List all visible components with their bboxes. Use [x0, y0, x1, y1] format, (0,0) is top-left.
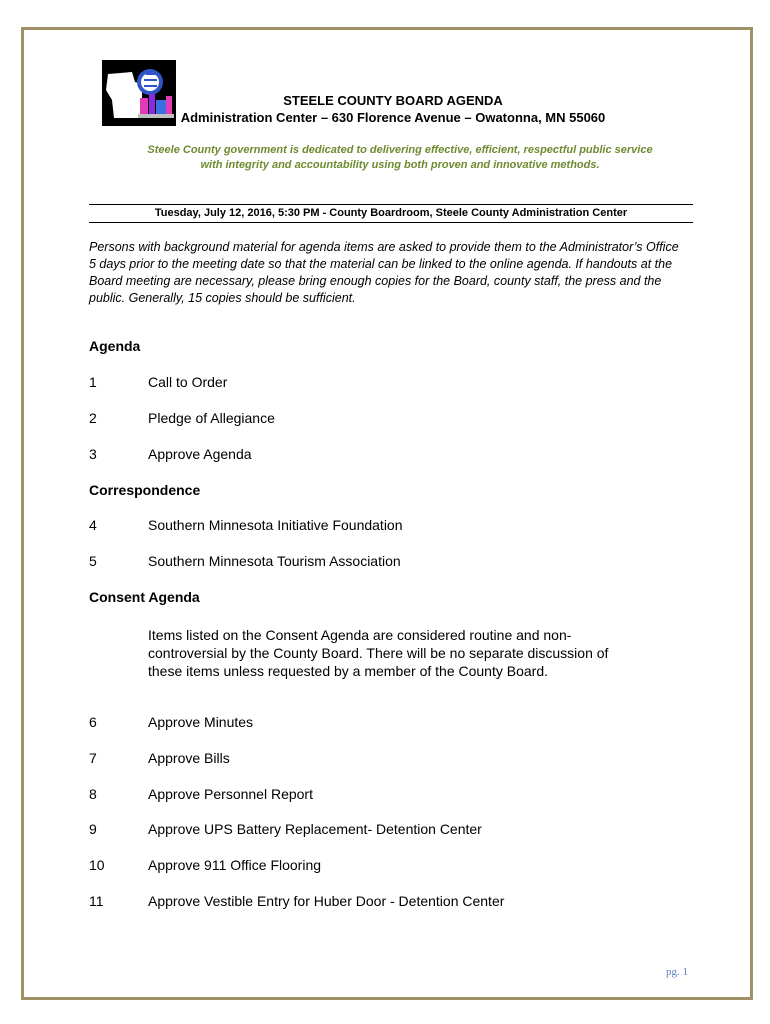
item-number: 3: [89, 446, 97, 462]
intro-paragraph: Persons with background material for agenda items are asked to provide them to the Administrator’s Office 5 days prior to the meeting date so that the material can be linked to the online agenda. If handouts at the Board meeting are necessary, please bring enough copies for the Board, county staff, the press and the public. Generally, 15 copies should be sufficient.: [89, 240, 679, 305]
item-number: 10: [89, 857, 105, 873]
item-label: Approve 911 Office Flooring: [148, 857, 322, 873]
item-label: Approve Vestible Entry for Huber Door - Detention Center: [148, 893, 505, 909]
consent-agenda-note: Items listed on the Consent Agenda are considered routine and non-controversial by the County Board. There will be no separate discussion of these items unless requested by a member of the County Board.: [148, 627, 609, 679]
section-heading-agenda: Agenda: [89, 338, 141, 354]
item-label: Approve UPS Battery Replacement- Detention Center: [148, 821, 482, 837]
item-number: 11: [89, 893, 104, 909]
item-label: Approve Agenda: [148, 446, 252, 462]
section-heading-correspondence: Correspondence: [89, 482, 201, 498]
item-number: 4: [89, 517, 97, 533]
item-number: 8: [89, 786, 97, 802]
item-number: 5: [89, 553, 97, 569]
item-label: Approve Bills: [148, 750, 230, 766]
section-heading-consent: Consent Agenda: [89, 589, 200, 605]
item-label: Approve Minutes: [148, 714, 254, 730]
item-label: Southern Minnesota Initiative Foundation: [148, 517, 403, 533]
item-number: 9: [89, 821, 97, 837]
address-line: Administration Center – 630 Florence Avenue – Owatonna, MN 55060: [180, 110, 606, 125]
item-number: 7: [89, 750, 97, 766]
page-number: pg. 1: [666, 966, 688, 978]
item-label: Call to Order: [148, 374, 228, 390]
meeting-info: Tuesday, July 12, 2016, 5:30 PM - County Boardroom, Steele County Administration Center: [89, 204, 693, 223]
item-number: 1: [89, 374, 97, 390]
item-label: Pledge of Allegiance: [148, 410, 275, 426]
item-number: 6: [89, 714, 97, 730]
item-number: 2: [89, 410, 97, 426]
item-label: Southern Minnesota Tourism Association: [148, 553, 401, 569]
page-title: STEELE COUNTY BOARD AGENDA: [283, 93, 503, 108]
mission-statement-line1: Steele County government is dedicated to delivering effective, efficient, respectful public service: [147, 144, 653, 156]
mission-statement-line2: with integrity and accountability using both proven and innovative methods.: [200, 159, 600, 171]
item-label: Approve Personnel Report: [148, 786, 313, 802]
